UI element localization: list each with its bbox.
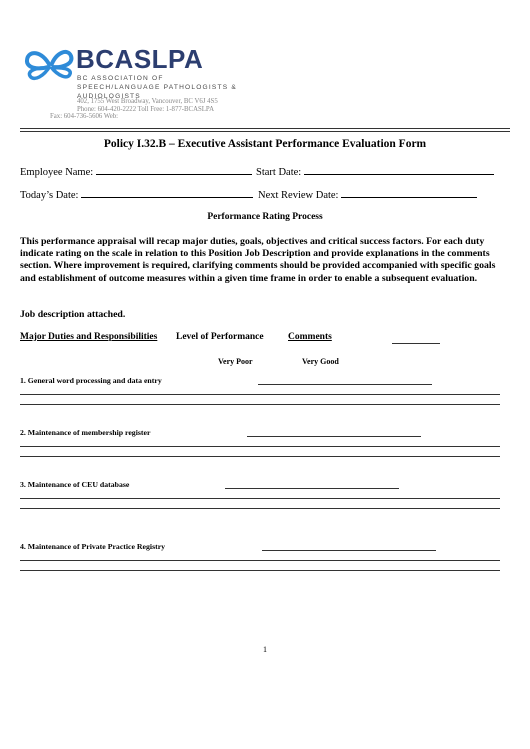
- fax-line: Fax: 604-736-5606 Web:: [50, 113, 119, 120]
- duty-2-rating-line[interactable]: [247, 436, 421, 437]
- employee-name-row: [20, 165, 252, 178]
- duty-1-comment-line-1[interactable]: [20, 394, 500, 395]
- start-date-row: [256, 165, 494, 178]
- duty-1-comment-line-2[interactable]: [20, 404, 500, 405]
- duty-4-comment-line-2[interactable]: [20, 570, 500, 571]
- todays-date-label: Today’s Date:: [20, 190, 79, 201]
- scale-high-label: Very Good: [302, 357, 339, 366]
- process-title: Performance Rating Process: [207, 212, 323, 222]
- duty-4-comment-line-1[interactable]: [20, 560, 500, 561]
- phone-line: Phone: 604-420-2222 Toll Free: 1-877-BCASLPA: [77, 106, 214, 113]
- next-review-field[interactable]: [341, 188, 477, 198]
- start-date-field[interactable]: [304, 165, 494, 175]
- org-name: BCASLPA: [76, 44, 204, 74]
- duty-2-comment-line-1[interactable]: [20, 446, 500, 447]
- duty-3-comment-line-1[interactable]: [20, 498, 500, 499]
- duty-1-label: 1. General word processing and data entry: [20, 376, 162, 385]
- next-review-row: [258, 188, 477, 201]
- duty-3-comment-line-2[interactable]: [20, 508, 500, 509]
- duty-3-rating-line[interactable]: [225, 488, 399, 489]
- scale-low-label: Very Poor: [218, 357, 253, 366]
- comments-header-line: [392, 343, 440, 344]
- address-line: 402, 1755 West Broadway, Vancouver, BC V6J 4S5: [77, 98, 218, 105]
- duty-2-comment-line-2[interactable]: [20, 456, 500, 457]
- duty-4-rating-line[interactable]: [262, 550, 436, 551]
- col-header-comments: Comments: [288, 332, 332, 342]
- header-divider-2: [20, 131, 510, 132]
- duty-3-label: 3. Maintenance of CEU database: [20, 480, 130, 489]
- todays-date-field[interactable]: [81, 188, 253, 198]
- instructions-paragraph: This performance appraisal will recap major duties, goals, objectives and critical success factors. For each duty indicate rating on the scale in relation to this Position Job Description and provide explanations in the comments section. Where improvement is required, clarifying comments should be provided accompanied with specific goals and establishment of outcome measures within a given time frame in order to enable a subsequent evaluation.: [20, 236, 496, 284]
- form-title: Policy I.32.B – Executive Assistant Performance Evaluation Form: [103, 138, 427, 150]
- org-tagline: BC ASSOCIATION OF SPEECH/LANGUAGE PATHOLOGISTS & AUDIOLOGISTS: [77, 75, 237, 100]
- col-header-performance: Level of Performance: [176, 332, 264, 342]
- todays-date-row: [20, 188, 253, 201]
- butterfly-logo-icon: [24, 46, 76, 86]
- header-divider: [20, 128, 510, 129]
- duty-1-rating-line[interactable]: [258, 384, 432, 385]
- duty-2-label: 2. Maintenance of membership register: [20, 428, 151, 437]
- employee-name-field[interactable]: [96, 165, 252, 175]
- col-header-duties: Major Duties and Responsibilities: [20, 332, 158, 342]
- job-description-note: Job description attached.: [20, 309, 126, 320]
- start-date-label: Start Date:: [256, 167, 302, 178]
- next-review-label: Next Review Date:: [258, 190, 339, 201]
- duty-4-label: 4. Maintenance of Private Practice Registry: [20, 542, 166, 551]
- employee-name-label: Employee Name:: [20, 167, 94, 178]
- page-number: 1: [263, 645, 267, 654]
